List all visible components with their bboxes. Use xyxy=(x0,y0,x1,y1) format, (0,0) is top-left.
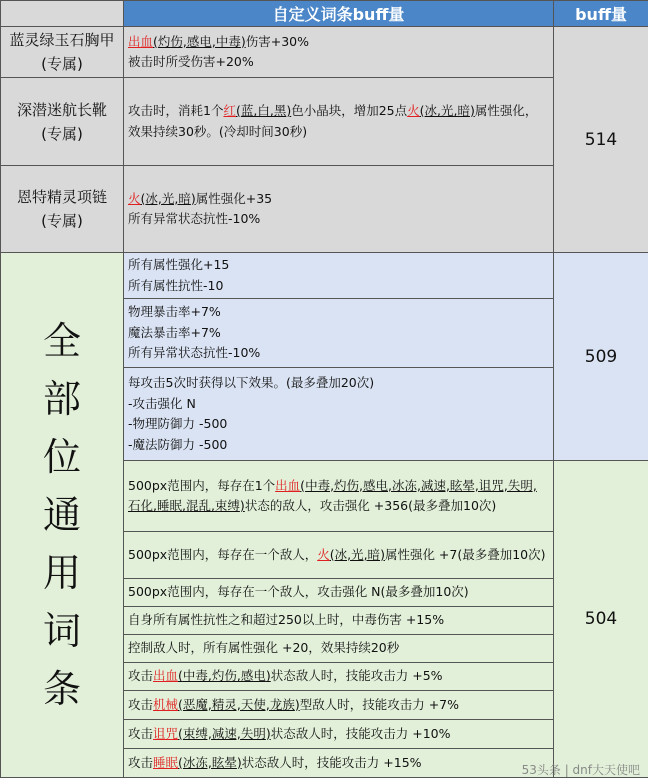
keyword-highlight: 机械 xyxy=(153,696,179,712)
desc-text: 魔法暴击率+7% xyxy=(128,324,221,340)
desc-cell xyxy=(124,299,554,368)
desc-text: 攻击 xyxy=(128,754,154,770)
desc-text: 中毒,灼伤,感电,冰冻,减速,眩晕,诅咒,失明,石化,睡眠,混乱,束缚 xyxy=(128,477,537,513)
desc-text: ) xyxy=(236,754,242,770)
desc-text: 状态敌人时，技能攻击力 +5% xyxy=(270,668,443,684)
desc-text: 500px范围内，每存在一个敌人，攻击强化 N(最多叠加10次) xyxy=(128,584,469,600)
desc-text: -物理防御力 -500 xyxy=(128,416,228,431)
desc-text: 自身所有属性抗性之和超过250以上时，中毒伤害 +15% xyxy=(128,612,445,628)
desc-line xyxy=(128,373,549,394)
desc-text: ) xyxy=(190,190,196,206)
keyword-highlight: 出血 xyxy=(153,668,179,684)
desc-text: ) xyxy=(265,725,271,741)
desc-text: ) xyxy=(380,546,385,562)
buff-value-c: 504 xyxy=(554,461,648,778)
desc-text: 灼伤,感电,中毒 xyxy=(157,33,241,49)
desc-line xyxy=(128,724,549,745)
desc-line xyxy=(128,323,549,344)
desc-line xyxy=(128,435,549,456)
desc-text: 属性强化+35 xyxy=(195,190,273,206)
keyword-highlight: 火 xyxy=(128,190,141,206)
desc-cell xyxy=(124,532,554,579)
desc-line xyxy=(128,695,549,716)
desc-text: ( xyxy=(178,668,183,684)
desc-text: 蓝,白,黑 xyxy=(240,103,287,118)
item-name-0: 蓝灵绿玉石胸甲 (专属) xyxy=(1,27,124,78)
desc-header: 自定义词条buff量 xyxy=(124,1,554,27)
buff-value-b: 509 xyxy=(554,253,648,461)
desc-text: 束缚,减速,失明 xyxy=(182,725,266,741)
desc-line xyxy=(128,302,549,323)
desc-text: 攻击 xyxy=(128,696,154,712)
desc-text: 所有属性抗性-10 xyxy=(128,277,224,293)
desc-cell xyxy=(124,663,554,691)
desc-text: ( xyxy=(178,696,183,712)
desc-line xyxy=(128,753,549,774)
desc-text: ( xyxy=(419,103,425,118)
desc-text: 500px范围内，每存在1个 xyxy=(128,477,276,493)
buff-value-a: 514 xyxy=(554,27,648,253)
desc-text: ) xyxy=(240,33,246,49)
watermark: 53头条 | dnf大天使吧 xyxy=(521,763,640,777)
desc-text: 状态敌人时，技能攻击力 +10% xyxy=(270,725,451,741)
desc-cell xyxy=(124,691,554,720)
desc-line xyxy=(128,638,549,659)
desc-text: 所有异常状态抗性-10% xyxy=(128,345,261,361)
desc-line xyxy=(128,610,549,631)
desc-cell xyxy=(124,166,554,253)
desc-text: ) xyxy=(286,103,292,118)
desc-line xyxy=(128,255,549,276)
desc-text: 被击时所受伤害+20% xyxy=(128,54,254,69)
desc-line xyxy=(128,32,549,53)
desc-line xyxy=(128,414,549,435)
desc-text: -魔法防御力 -500 xyxy=(128,436,228,452)
desc-line xyxy=(128,189,549,210)
desc-text: 物理暴击率+7% xyxy=(128,304,221,320)
keyword-highlight: 出血 xyxy=(128,33,154,49)
desc-line xyxy=(128,394,549,415)
desc-text: 色小晶块，增加25点 xyxy=(291,103,408,118)
desc-text: ) xyxy=(469,103,475,118)
desc-text: ( xyxy=(140,190,146,206)
item-header xyxy=(1,1,124,27)
desc-cell xyxy=(124,720,554,749)
desc-cell xyxy=(124,579,554,607)
desc-text: 冰,光,暗 xyxy=(424,103,470,118)
desc-text: 中毒,灼伤,感电 xyxy=(182,668,266,684)
desc-text: ( xyxy=(178,725,183,741)
desc-text: ) xyxy=(239,498,245,513)
desc-cell xyxy=(124,607,554,635)
desc-line xyxy=(128,52,549,73)
desc-text: 冰,光,暗 xyxy=(334,546,381,562)
desc-cell xyxy=(124,27,554,78)
desc-text: 500px范围内，每存在一个敌人， xyxy=(128,546,318,562)
item-name-2: 恩特精灵项链 (专属) xyxy=(1,166,124,253)
desc-text: ( xyxy=(300,477,306,493)
desc-cell xyxy=(124,78,554,166)
desc-text: 攻击 xyxy=(128,668,154,684)
desc-text: 状态敌人时，技能攻击力 +15% xyxy=(241,754,422,770)
desc-cell xyxy=(124,461,554,532)
desc-text: 攻击时，消耗1个 xyxy=(128,103,224,118)
desc-text: ) xyxy=(294,696,300,712)
desc-cell xyxy=(124,253,554,299)
desc-text: 属性强化 +7(最多叠加10次) xyxy=(384,546,546,562)
desc-line xyxy=(128,276,549,297)
keyword-highlight: 火 xyxy=(317,546,330,562)
desc-text: ( xyxy=(329,546,335,562)
desc-text: ( xyxy=(153,33,158,49)
desc-text: 恶魔,精灵,天使,龙族 xyxy=(182,696,295,712)
desc-line xyxy=(128,476,549,517)
desc-line xyxy=(128,666,549,687)
desc-line xyxy=(128,545,549,566)
desc-text: 状态的敌人，攻击强化 +356(最多叠加10次) xyxy=(244,498,497,513)
desc-text: 所有属性强化+15 xyxy=(128,257,230,272)
desc-cell xyxy=(124,749,554,778)
item-name-1: 深潜迷航长靴 (专属) xyxy=(1,78,124,166)
buff-header: buff量 xyxy=(554,1,648,27)
desc-cell xyxy=(124,635,554,663)
desc-text: ( xyxy=(235,103,241,118)
keyword-highlight: 红 xyxy=(223,103,236,118)
desc-text: 冰冻,眩晕 xyxy=(182,754,237,770)
desc-text: 型敌人时，技能攻击力 +7% xyxy=(299,696,460,712)
header-row xyxy=(1,1,648,27)
desc-text: 所有异常状态抗性-10% xyxy=(128,211,261,226)
desc-text: 每攻击5次时获得以下效果。(最多叠加20次) xyxy=(128,375,375,390)
desc-text: ) xyxy=(265,668,271,684)
keyword-highlight: 诅咒 xyxy=(153,725,179,741)
desc-line xyxy=(128,343,549,364)
desc-text: -攻击强化 N xyxy=(128,395,196,411)
common-title: 全 部 位 通 用 词 条 xyxy=(1,253,124,778)
desc-text: 伤害+30% xyxy=(245,33,310,49)
desc-line xyxy=(128,582,549,603)
desc-text: ( xyxy=(178,754,183,770)
keyword-highlight: 睡眠 xyxy=(153,754,179,770)
desc-text: 控制敌人时，所有属性强化 +20，效果持续20秒 xyxy=(128,640,400,656)
keyword-highlight: 出血 xyxy=(275,477,301,493)
desc-line xyxy=(128,209,549,230)
desc-line xyxy=(128,101,549,142)
desc-text: 冰,光,暗 xyxy=(145,190,191,206)
desc-text: 攻击 xyxy=(128,725,154,741)
keyword-highlight: 火 xyxy=(407,103,420,118)
desc-cell xyxy=(124,368,554,461)
desc-text: 属性强化，效果持续30秒。(冷却时间30秒) xyxy=(128,103,538,139)
